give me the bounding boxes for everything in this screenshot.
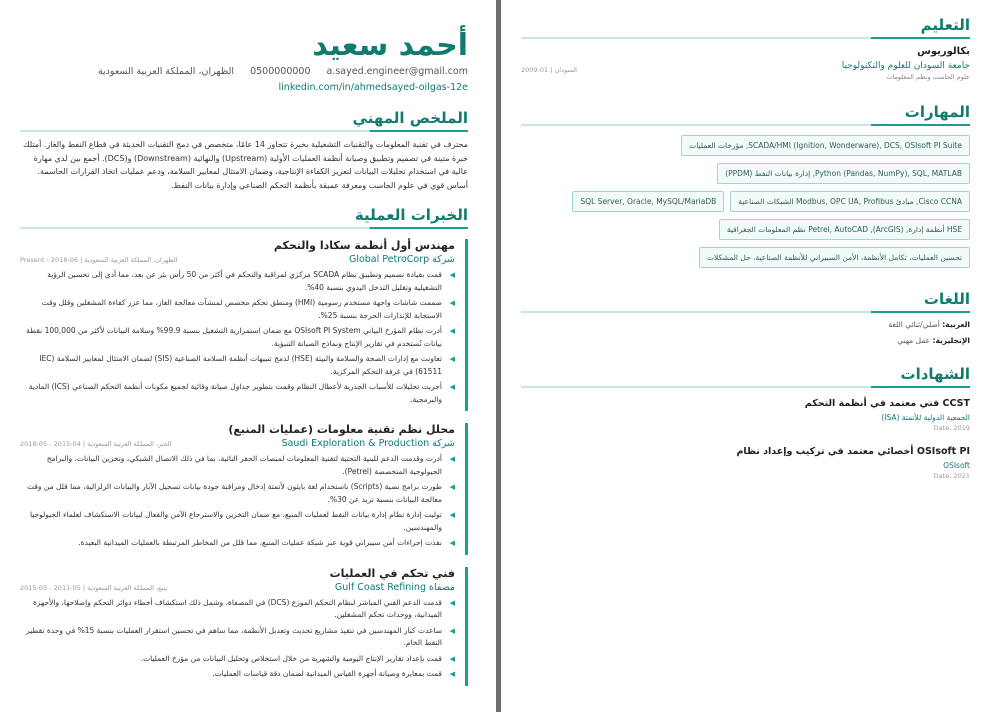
- edu-meta: السودان | 01-2009: [521, 66, 577, 74]
- skill-chip: Cisco CCNA, مبادئ Modbus, OPC UA, Profibus الشبكات الصناعية: [730, 191, 970, 212]
- job-bullet: ◀ صممت شاشات واجهة مستخدم رسومية (HMI) ومنطق تحكم مخصص لمنشآت معالجة الغاز، مما عزز كفاءة المشغلين وقلل وقت الاستجابة للإنذارات الحرجة بنسبة 25%.: [41, 298, 455, 320]
- job-bullets: [20, 597, 455, 681]
- triangle-bullet-icon: ◀: [449, 299, 455, 307]
- cert-org: الجمعية الدولية للأتمتة (ISA): [881, 413, 970, 422]
- skill-chip: Python (Pandas, NumPy), SQL, MATLAB, إدارة بيانات النفط (PPDM): [717, 163, 970, 184]
- triangle-bullet-icon: ◀: [449, 539, 455, 547]
- job-bullets: [20, 269, 455, 406]
- cert-org: OSIsoft: [943, 461, 970, 470]
- job-bullet: ◀ قدمت الدعم الفني المباشر لنظام التحكم الموزع (DCS) في المصفاة، وشمل ذلك استكشاف أخطاء دوائر التحكم وإصلاحها، والأجهزة الميدانية، ووحدات تحكم المشغلين.: [32, 597, 455, 619]
- triangle-bullet-icon: ◀: [449, 511, 455, 519]
- language-item: الإنجليزية: عمل مهني: [897, 336, 970, 345]
- cert-title: CCST فني معتمد في أنظمة التحكم: [804, 398, 970, 409]
- triangle-bullet-icon: ◀: [449, 598, 455, 607]
- languages-heading: اللغات: [923, 290, 970, 308]
- summary-heading: الملخص المهني: [352, 109, 468, 127]
- job-bullet: ◀ طورت برامج نصية (Scripts) باستخدام لغة بايثون لأتمتة إدخال ومراقبة جودة بيانات تسجيل الآبار والبيانات الزلزالية، مما قلل من وقت معالجة البيانات بنسبة تزيد عن 30%.: [26, 482, 455, 504]
- cert-item: [521, 398, 970, 432]
- job-meta: ينبع، المملكة العربية السعودية | 05-2011 - 03-2015: [20, 583, 168, 592]
- cert-date: Date: 2019: [933, 424, 970, 432]
- section-divider: [521, 124, 970, 126]
- languages-section: [521, 290, 970, 345]
- job-title: محلل نظم تقنية معلومات (عمليات المنبع): [228, 423, 455, 436]
- skill-chip: تحسين العمليات، تكامل الأنظمة، الأمن السيبراني للأنظمة الصناعية، حل المشكلات: [699, 247, 970, 268]
- education-heading: التعليم: [920, 16, 970, 34]
- job-meta: الظهران، المملكة العربية السعودية | 06-2018 - Present: [20, 256, 178, 264]
- skill-chip: HSE أنظمة إدارة, Petrel, AutoCAD ,(ArcGIS) نظم المعلومات الجغرافية: [719, 219, 970, 240]
- triangle-bullet-icon: ◀: [449, 654, 455, 663]
- edu-degree: بكالوريوس: [917, 46, 970, 57]
- job-bullet: ◀ أدرت وقدمت الدعم للبنية التحتية لتقنية المعلومات لمنصات الحفر النائية، بما في ذلك الاتصال الشبكي، وتخزين البيانات، والبرامج الجيولوجية المتخصصة (Petrel).: [46, 454, 455, 476]
- contact-location: الظهران، المملكة العربية السعودية: [97, 66, 235, 77]
- skills-list: [521, 135, 970, 268]
- education-section: [521, 16, 970, 81]
- job-bullet: ◀ ساعدت كبار المهندسين في تنفيذ مشاريع تحديث وتعديل الأنظمة، مما ساهم في تحسين استقرار العمليات بنسبة 15% في وحدة تقطير النفط الخام.: [26, 625, 455, 647]
- experience-section: [20, 206, 468, 686]
- job-entry: [20, 567, 468, 686]
- contact-email: a.sayed.engineer@gmail.com: [326, 66, 468, 77]
- contact-phone: 0500000000: [250, 66, 311, 77]
- summary-section: [20, 109, 468, 192]
- job-bullet: ◀ توليت إدارة نظام إدارة بيانات النفط لعمليات المنبع، مع ضمان التخزين والاسترجاع الآمن والفعال لبيانات الاستكشاف لعلماء الجيولوجيا والمهندسين.: [29, 510, 455, 532]
- job-bullet: ◀ قمت بإعداد تقارير الإنتاج اليومية والشهرية من خلال استخلاص وتحليل البيانات من مؤرخ العمليات.: [20, 653, 455, 666]
- job-company: شركة Global PetroCorp: [348, 254, 455, 265]
- certifications-heading: الشهادات: [900, 365, 970, 383]
- triangle-bullet-icon: ◀: [449, 271, 455, 279]
- summary-text: محترف في تقنية المعلومات والتقنيات التشغيلية بخبرة تتجاوز 14 عامًا، متخصص في دمج التقنيات الحديثة في قطاع النفط والغاز. أمتلك خبرة متينة في تصميم وتطبيق وصيانة أنظمة العمليات الأولية (Upstream) والنهائية (Downstream) و(DCS). أجمع بين لدي مهارة عالية في استخدام تحليلات البيانات لتعزيز الكفاءة الإنتاجية، وضمان الامتثال لمعايير السلامة، ودعم عمليات اتخاذ القرارات الحاسمة. أساس قوي في علوم الحاسب ومعرفة عميقة بأنظمة التحكم الصناعي وإدارة بيانات النفط.: [23, 140, 468, 190]
- job-entry: [20, 423, 468, 555]
- cert-date: Date: 2021: [933, 472, 970, 480]
- job-bullet: ◀ تعاونت مع إدارات الصحة والسلامة والبيئة (HSE) لدمج تنبيهات أنظمة السلامة الصناعية (SIS) لضمان الامتثال لمعايير السلامة (IEC 61511) في غرفة التحكم المركزية.: [39, 354, 455, 376]
- section-divider: [521, 311, 970, 313]
- job-company: شركة Saudi Exploration & Production: [281, 438, 455, 449]
- skills-section: [521, 103, 970, 268]
- language-item: العربية: أصلي/ثنائي اللغة: [888, 320, 970, 329]
- linkedin-link[interactable]: linkedin.com/in/ahmedsayed-oilgas-12e: [278, 82, 468, 93]
- triangle-bullet-icon: ◀: [449, 383, 455, 391]
- job-title: مهندس أول أنظمة سكادا والتحكم: [273, 239, 455, 252]
- job-bullet: ◀ نفذت إجراءات أمن سيبراني قوية عبر شبكة عمليات المنبع، مما قلل من المخاطر المرتبطة بالعمليات الميدانية البعيدة.: [20, 537, 455, 550]
- job-company: مصفاة Gulf Coast Refining: [334, 581, 455, 593]
- job-bullet: ◀ قمت بقيادة تصميم وتطبيق نظام SCADA مركزي لمراقبة والتحكم في أكثر من 50 رأس بئر عن بعد، مما أدى إلى تحسين الرؤية التشغيلية وتقليل التدخل اليدوي بنسبة 40%.: [47, 270, 455, 292]
- edu-field: علوم الحاسب ونظم المعلومات: [886, 73, 970, 81]
- job-bullet: ◀ أجريت تحليلات للأسباب الجذرية لأعطال النظام وقمت بتطوير جداول صيانة وقائية لجميع مكونات أنظمة التحكم الصناعي (ICS) المادية والبرمجية.: [28, 382, 455, 404]
- cert-item: [521, 446, 970, 480]
- triangle-bullet-icon: ◀: [449, 355, 455, 363]
- skills-heading: المهارات: [904, 103, 970, 121]
- resume-page-1: [0, 0, 496, 712]
- edu-university: جامعة السودان للعلوم والتكنولوجيا: [841, 61, 970, 71]
- job-bullet: ◀ قمت بمعايرة وصيانة أجهزة القياس الميدانية لضمان دقة قياسات العمليات.: [20, 668, 455, 681]
- job-entry: [20, 239, 468, 411]
- section-divider: [521, 37, 970, 39]
- section-divider: [20, 227, 468, 229]
- skill-chip: SCADA/HMI (Ignition, Wonderware), DCS, OSIsoft PI Suite, مؤرخات العمليات: [681, 135, 970, 156]
- skill-chip: SQL Server, Oracle, MySQL/MariaDB: [572, 191, 724, 212]
- triangle-bullet-icon: ◀: [449, 670, 455, 678]
- triangle-bullet-icon: ◀: [449, 483, 455, 491]
- candidate-name: أحمد سعيد: [312, 28, 468, 63]
- triangle-bullet-icon: ◀: [449, 327, 455, 335]
- triangle-bullet-icon: ◀: [449, 455, 455, 463]
- contact-row: [20, 66, 468, 77]
- job-title: فني تحكم في العمليات: [329, 566, 455, 580]
- cert-title: OSIsoft PI أخصائي معتمد في تركيب وإعداد نظام: [736, 446, 970, 457]
- job-meta: الخبر، المملكة العربية السعودية | 04-2015 - 05-2018: [20, 440, 172, 448]
- certifications-section: [521, 365, 970, 480]
- section-divider: [20, 130, 468, 132]
- job-bullets: [20, 453, 455, 550]
- triangle-bullet-icon: ◀: [449, 626, 455, 635]
- job-bullet: ◀ أدرت نظام المؤرخ البياني OSIsoft PI System مع ضمان استمرارية التشغيل بنسبة 99.9% وسلامة البيانات لأكثر من 100,000 نقطة بيانات تُستخدم في تقارير الإنتاج ونماذج الصيانة التنبؤية.: [26, 326, 455, 348]
- resume-page-2: [501, 0, 1000, 712]
- section-divider: [521, 386, 970, 388]
- experience-heading: الخبرات العملية: [354, 206, 468, 224]
